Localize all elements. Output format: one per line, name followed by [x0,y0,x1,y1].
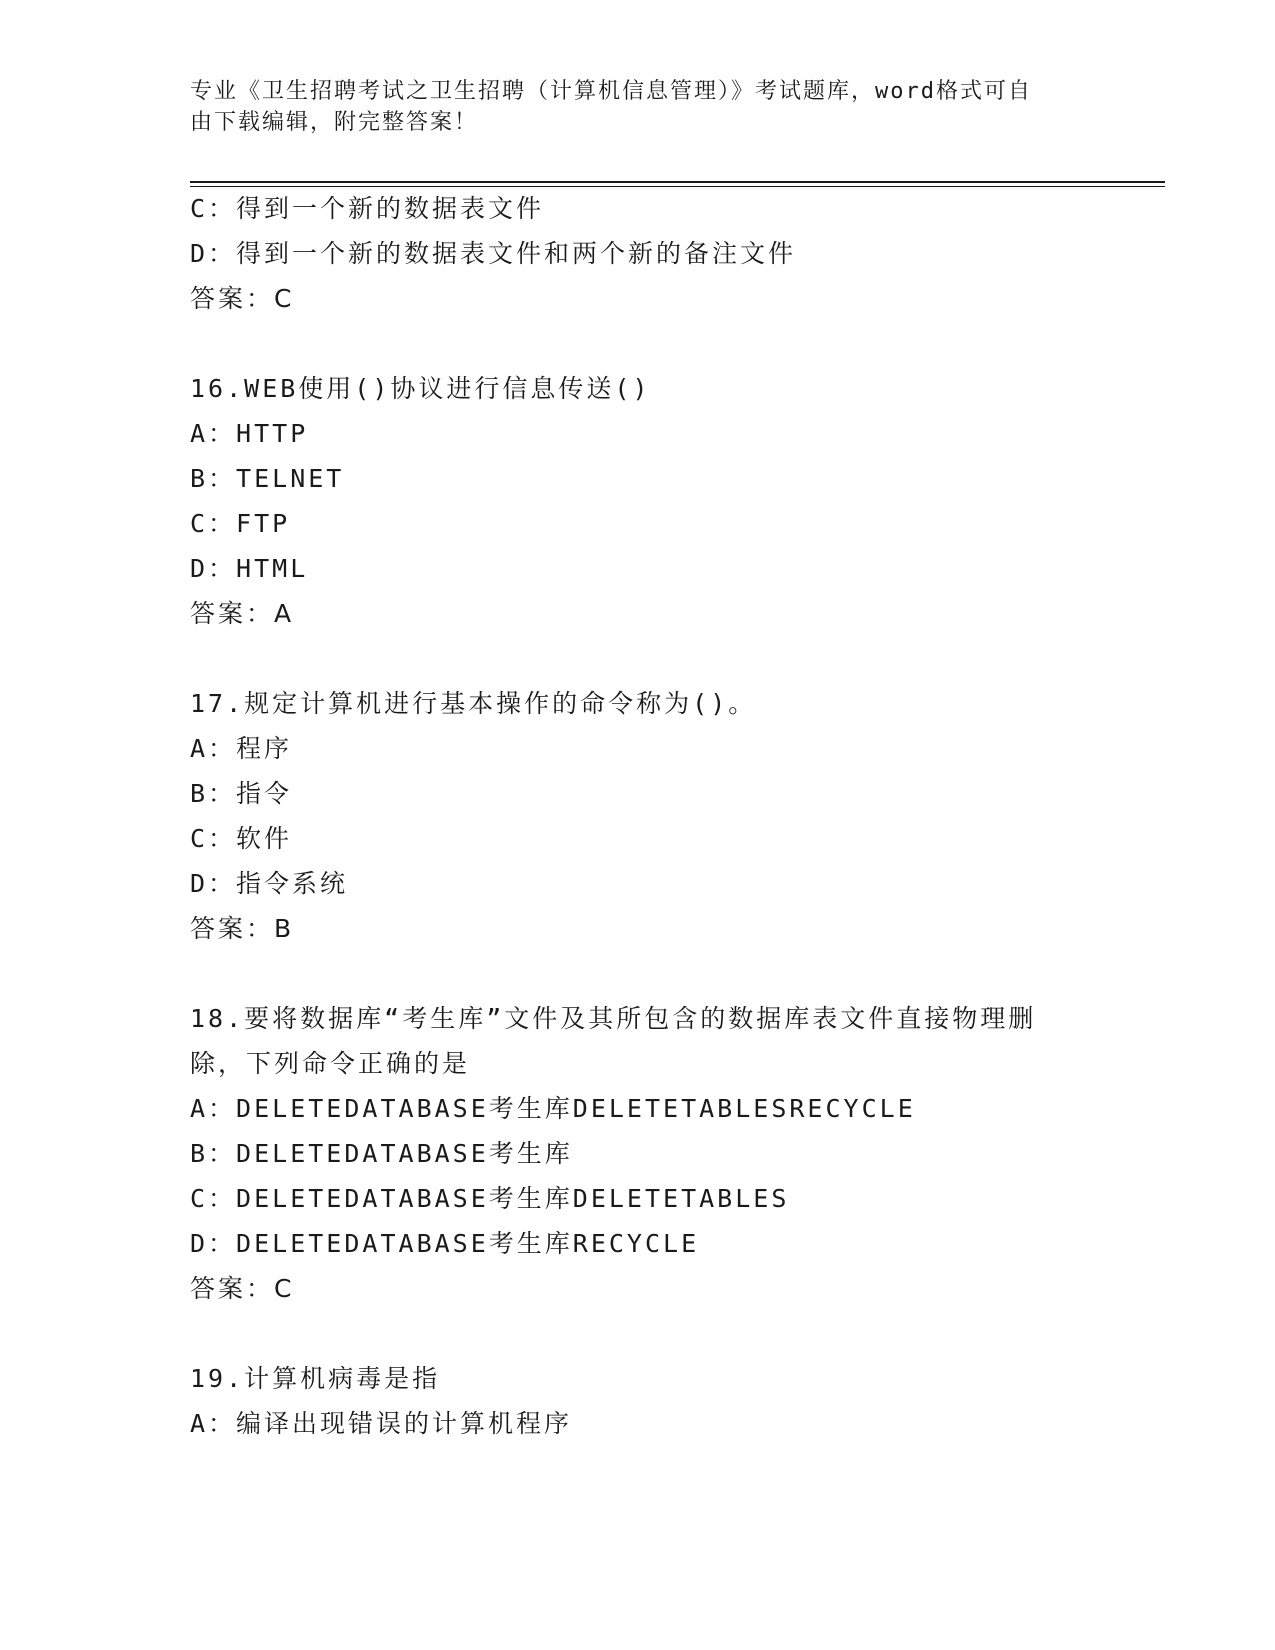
q15-option-c: C：得到一个新的数据表文件 [190,194,545,223]
header-divider-thick [190,181,1165,183]
q17-option-c: C：软件 [190,824,293,853]
q16-option-b: B：TELNET [190,464,345,493]
q17-option-a: A：程序 [190,734,293,763]
q16-option-c: C：FTP [190,509,291,538]
header-line-2: 由下载编辑，附完整答案！ [190,110,479,135]
q17-answer: 答案：B [190,914,295,943]
q17-option-d: D：指令系统 [190,869,349,898]
q18-option-d: D：DELETEDATABASE考生库RECYCLE [190,1229,700,1258]
header-divider-thin [190,186,1165,187]
q16-question: 16.WEB使用()协议进行信息传送() [190,374,651,403]
q19-option-a: A：编译出现错误的计算机程序 [190,1409,573,1438]
q18-answer: 答案：C [190,1274,295,1303]
q17-question: 17.规定计算机进行基本操作的命令称为()。 [190,689,757,718]
q18-question-line-2: 除，下列命令正确的是 [190,1049,471,1078]
document-header [190,76,1090,138]
q15-answer: 答案：C [190,284,295,313]
q18-option-a: A：DELETEDATABASE考生库DELETETABLESRECYCLE [190,1094,916,1123]
q16-answer: 答案：A [190,599,295,628]
q18-option-b: B：DELETEDATABASE考生库 [190,1139,573,1168]
q18-option-c: C：DELETEDATABASE考生库DELETETABLES [190,1184,790,1213]
q19-question: 19.计算机病毒是指 [190,1364,441,1393]
q18-question-line-1: 18.要将数据库“考生库”文件及其所包含的数据库表文件直接物理删 [190,1004,1037,1033]
header-line-1: 专业《卫生招聘考试之卫生招聘（计算机信息管理）》考试题库，word格式可自 [190,79,1032,104]
q16-option-d: D：HTML [190,554,309,583]
q16-option-a: A：HTTP [190,419,309,448]
q15-option-d: D：得到一个新的数据表文件和两个新的备注文件 [190,239,797,268]
q17-option-b: B：指令 [190,779,293,808]
